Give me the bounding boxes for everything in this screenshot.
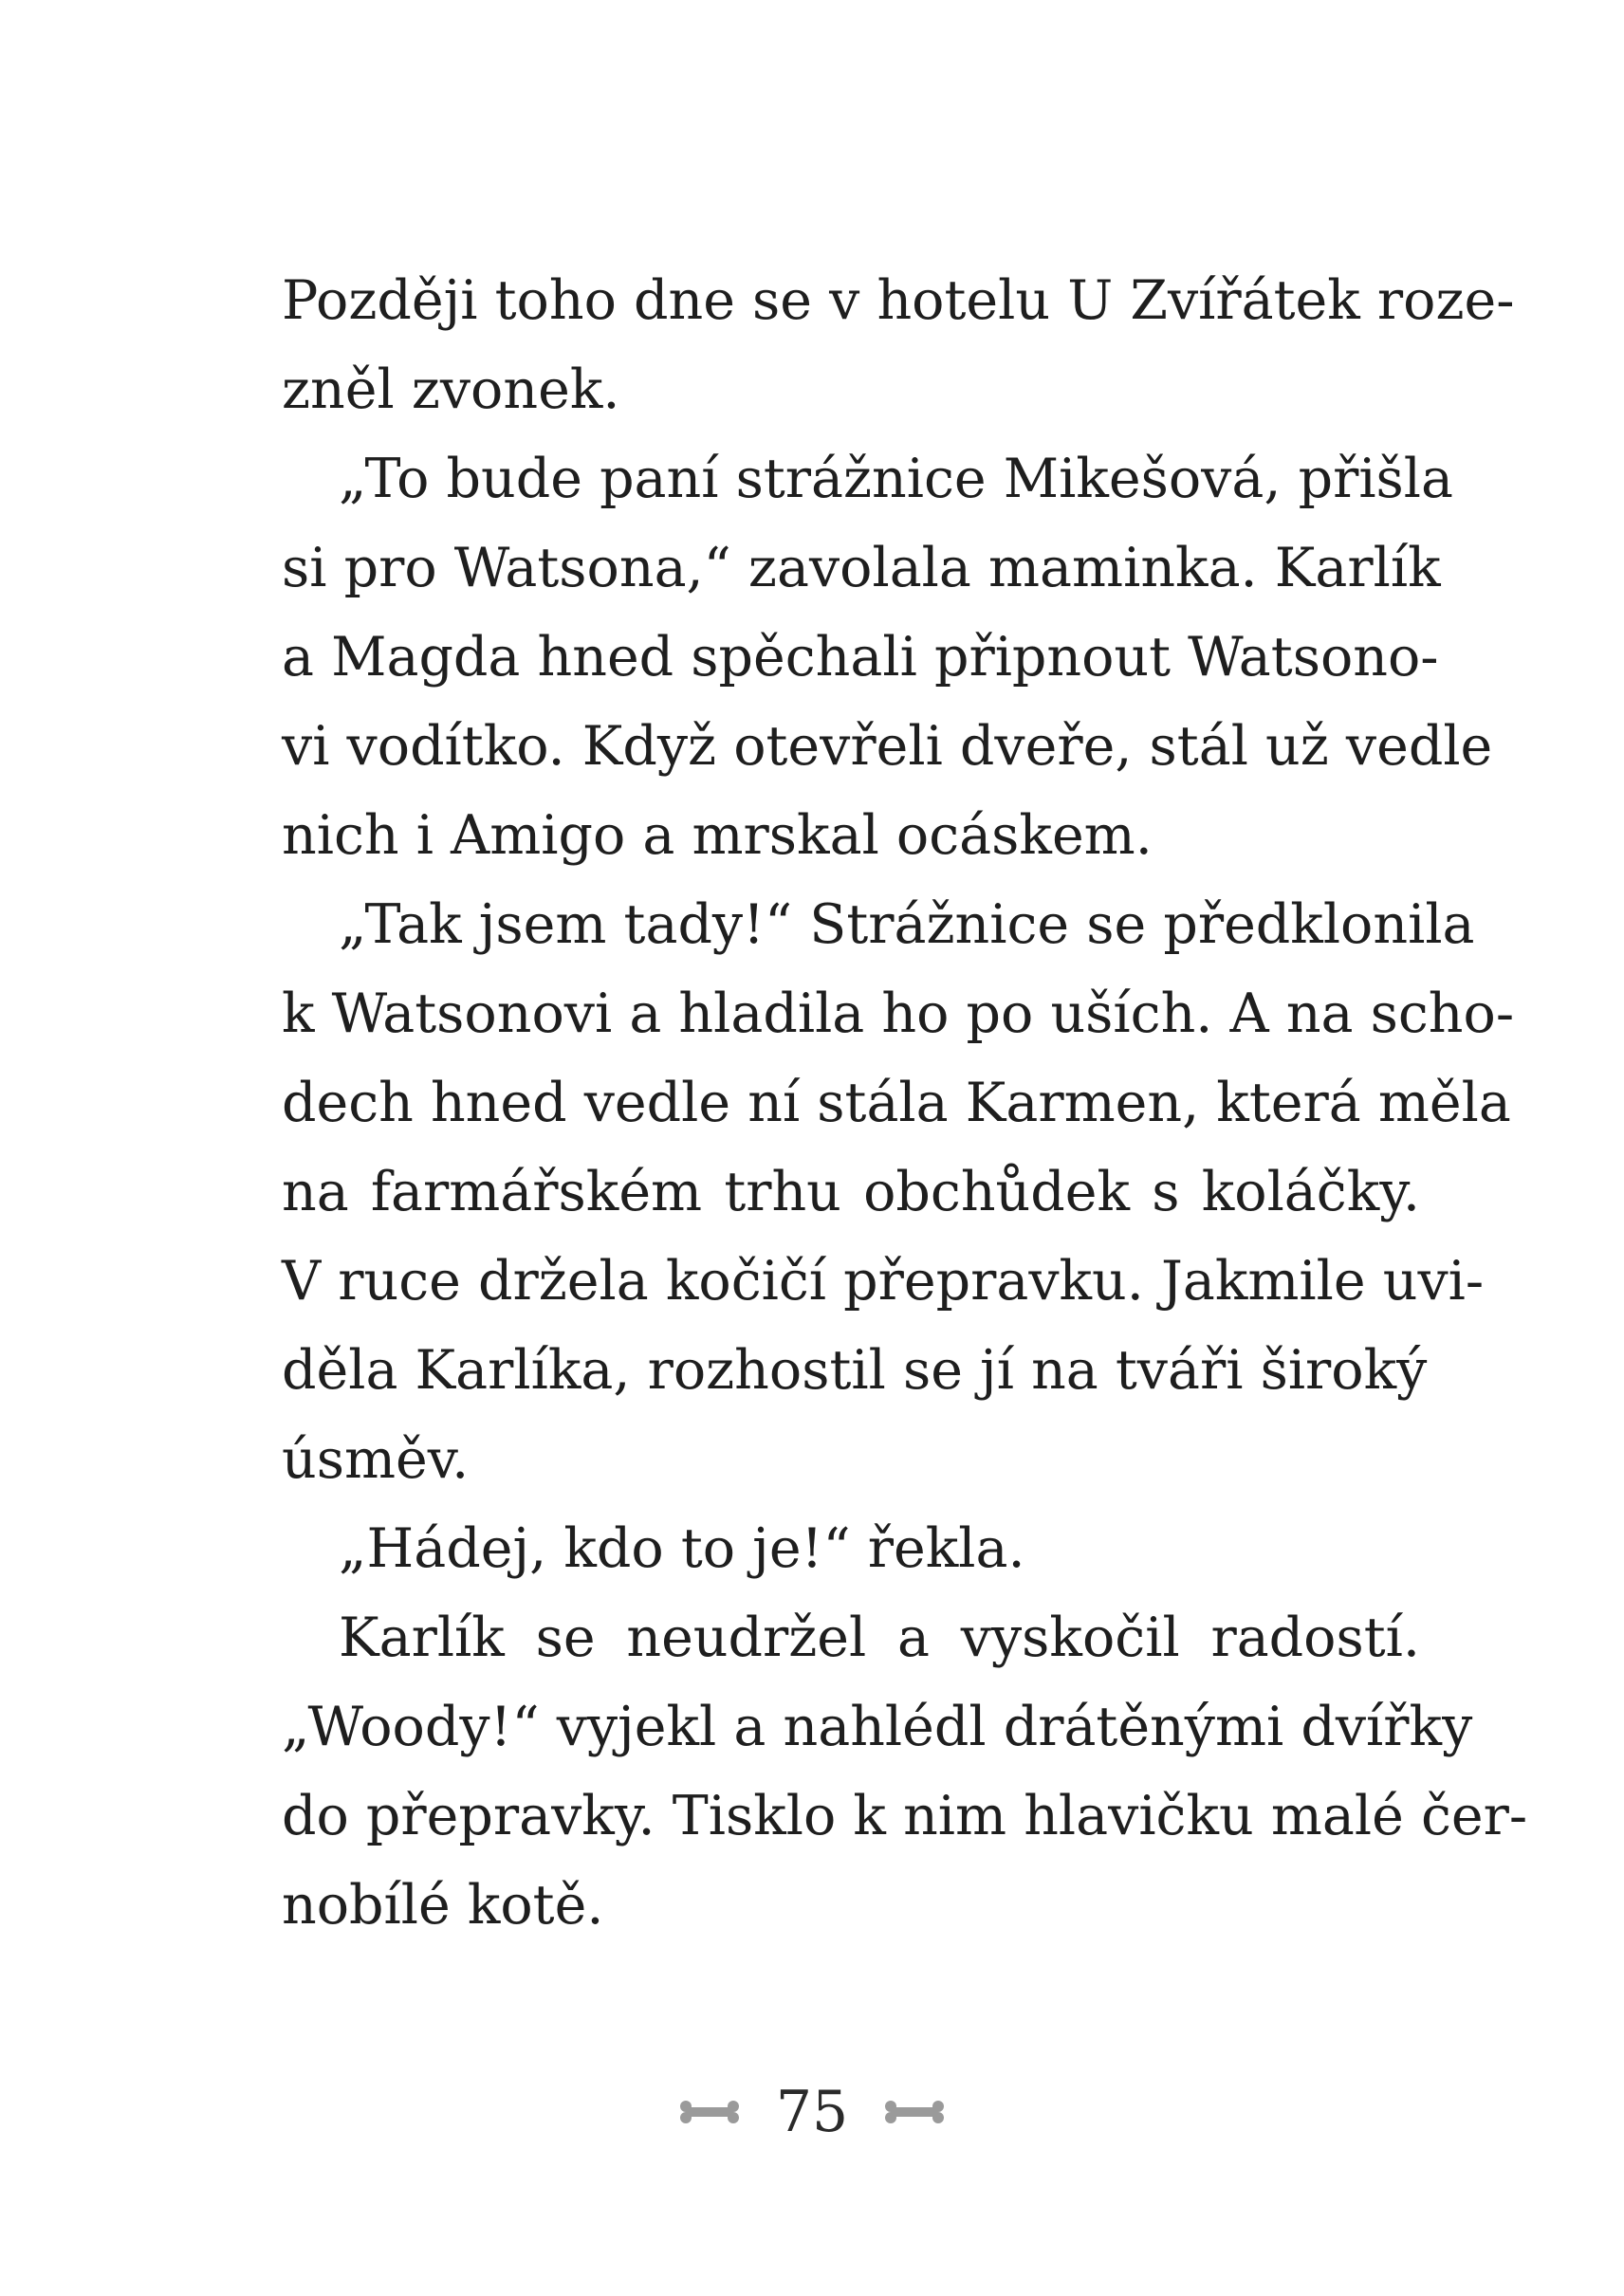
text-line: nich i Amigo a mrskal ocáskem. bbox=[282, 804, 1153, 867]
bone-icon bbox=[679, 2101, 740, 2123]
text-line: „Hádej, kdo to je!“ řekla. bbox=[339, 1517, 1025, 1580]
text-line: nobílé kotě. bbox=[282, 1874, 604, 1937]
text-line: „To bude paní strážnice Mikešová, přišla bbox=[339, 448, 1454, 510]
bone-icon bbox=[884, 2101, 945, 2123]
text-line: dech hned vedle ní stála Karmen, která měla bbox=[282, 1072, 1511, 1134]
text-line: si pro Watsona,“ zavolala maminka. Karlík bbox=[282, 537, 1441, 599]
text-line: a Magda hned spěchali připnout Watsono- bbox=[282, 626, 1439, 689]
text-line: Později toho dne se v hotelu U Zvířátek roze- bbox=[282, 269, 1515, 332]
text-line: do přepravky. Tisklo k nim hlavičku malé čer- bbox=[282, 1785, 1528, 1847]
text-line: úsměv. bbox=[282, 1428, 470, 1491]
text-line: vi vodítko. Když otevřeli dveře, stál už vedle bbox=[282, 715, 1493, 778]
page-footer bbox=[0, 2079, 1624, 2145]
body-text bbox=[282, 256, 1528, 1950]
text-line: „Woody!“ vyjekl a nahlédl drátěnými dvířky bbox=[282, 1696, 1473, 1758]
page-number: 75 bbox=[775, 2079, 849, 2145]
text-line: na farmářském trhu obchůdek s koláčky. bbox=[282, 1161, 1420, 1223]
text-line: Karlík se neudržel a vyskočil radostí. bbox=[339, 1607, 1420, 1669]
text-line: „Tak jsem tady!“ Strážnice se předklonila bbox=[339, 893, 1475, 956]
text-line: k Watsonovi a hladila ho po uších. A na scho- bbox=[282, 983, 1515, 1045]
text-line: zněl zvonek. bbox=[282, 358, 620, 421]
text-line: děla Karlíka, rozhostil se jí na tváři široký bbox=[282, 1339, 1428, 1402]
text-line: V ruce držela kočičí přepravku. Jakmile uvi- bbox=[282, 1250, 1485, 1313]
